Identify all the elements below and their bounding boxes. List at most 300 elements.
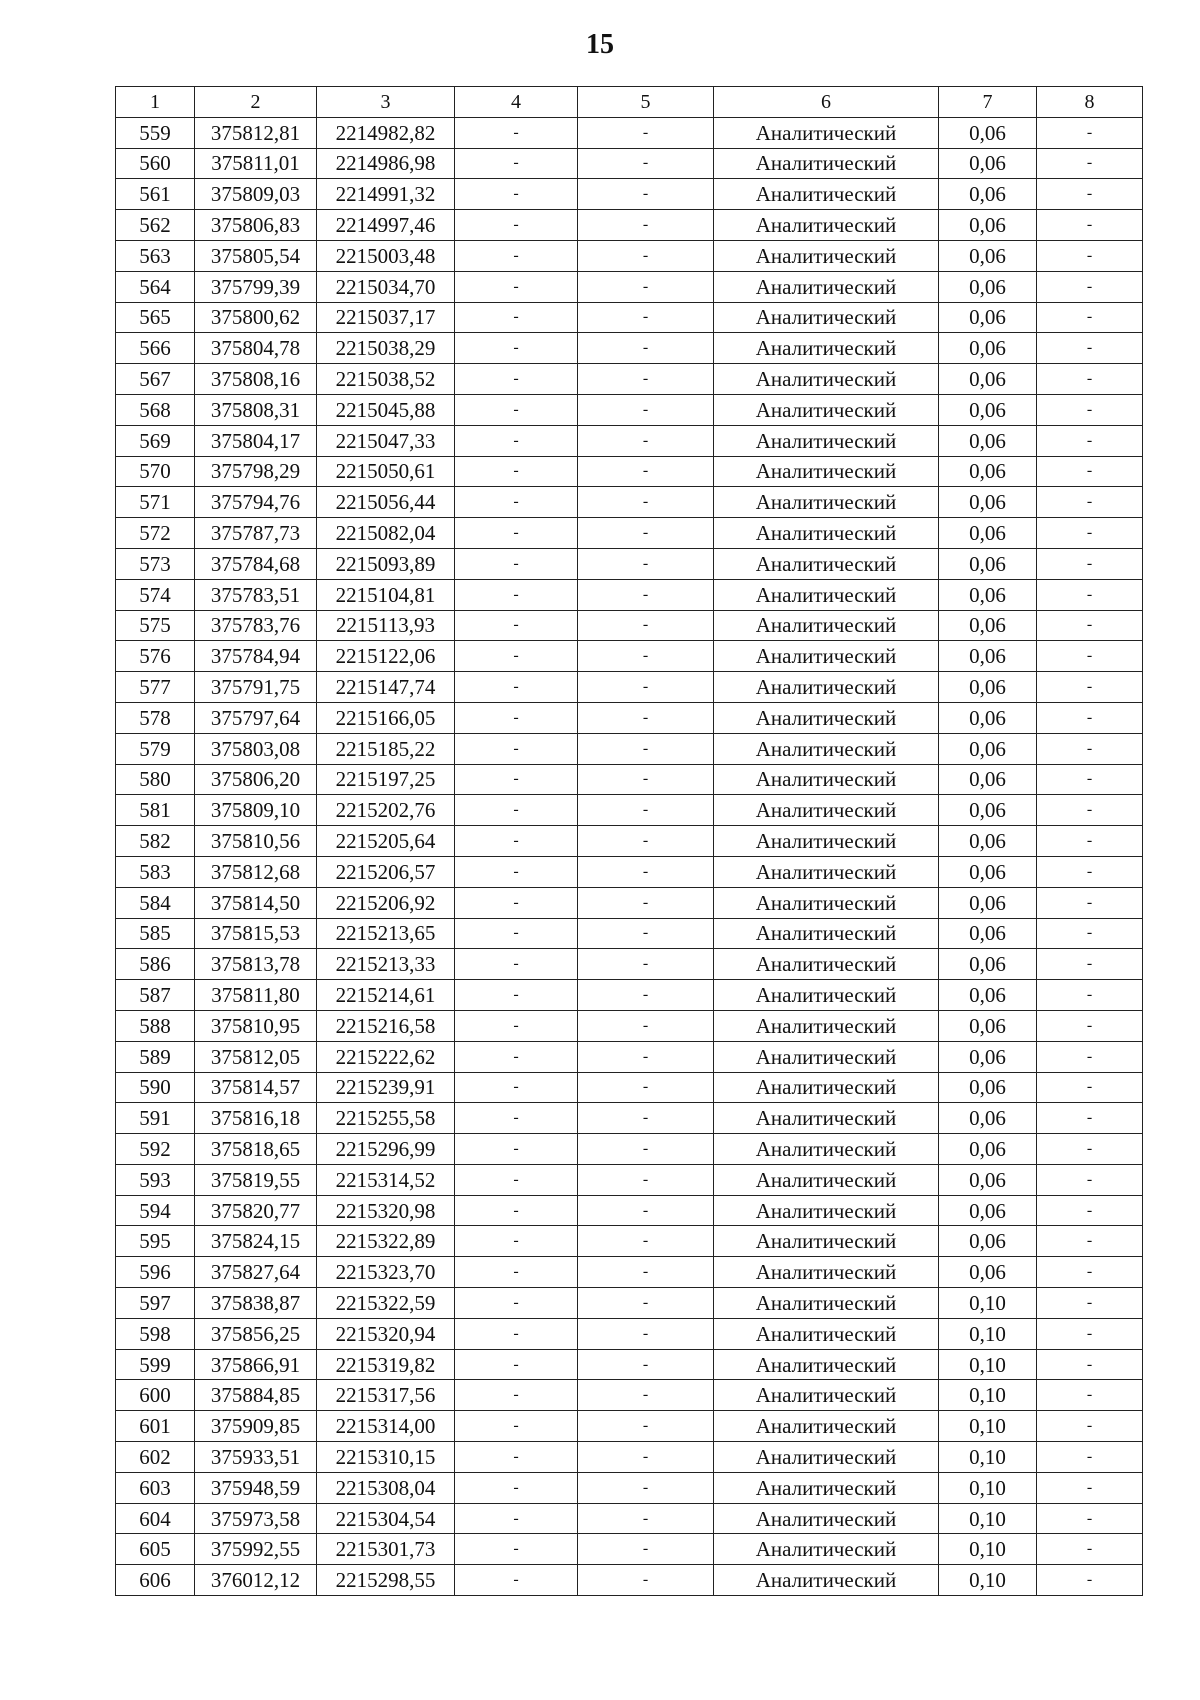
- column-4-cell: -: [455, 117, 578, 148]
- column-8-cell: -: [1037, 1257, 1143, 1288]
- x-coordinate-cell: 375838,87: [195, 1288, 317, 1319]
- accuracy-cell: 0,06: [939, 240, 1037, 271]
- method-cell: Аналитический: [714, 764, 939, 795]
- column-8-cell: -: [1037, 1442, 1143, 1473]
- column-5-cell: -: [578, 487, 714, 518]
- point-number-cell: 566: [116, 333, 195, 364]
- column-4-cell: -: [455, 487, 578, 518]
- table-row: [116, 672, 1143, 703]
- method-cell: Аналитический: [714, 1411, 939, 1442]
- accuracy-cell: 0,10: [939, 1472, 1037, 1503]
- x-coordinate-cell: 375824,15: [195, 1226, 317, 1257]
- x-coordinate-cell: 375866,91: [195, 1349, 317, 1380]
- x-coordinate-cell: 375812,81: [195, 117, 317, 148]
- method-cell: Аналитический: [714, 795, 939, 826]
- point-number-cell: 597: [116, 1288, 195, 1319]
- column-5-cell: -: [578, 271, 714, 302]
- column-4-cell: -: [455, 271, 578, 302]
- point-number-cell: 567: [116, 364, 195, 395]
- table-row: [116, 1072, 1143, 1103]
- column-8-cell: -: [1037, 1411, 1143, 1442]
- y-coordinate-cell: 2215214,61: [317, 980, 455, 1011]
- column-5-cell: -: [578, 394, 714, 425]
- x-coordinate-cell: 375813,78: [195, 949, 317, 980]
- column-8-cell: -: [1037, 610, 1143, 641]
- column-5-cell: -: [578, 795, 714, 826]
- column-5-cell: -: [578, 1288, 714, 1319]
- accuracy-cell: 0,06: [939, 1164, 1037, 1195]
- method-cell: Аналитический: [714, 702, 939, 733]
- x-coordinate-cell: 376012,12: [195, 1565, 317, 1596]
- point-number-cell: 575: [116, 610, 195, 641]
- table-row: [116, 980, 1143, 1011]
- y-coordinate-cell: 2215056,44: [317, 487, 455, 518]
- column-8-cell: -: [1037, 425, 1143, 456]
- table-row: [116, 1472, 1143, 1503]
- column-8-cell: -: [1037, 1072, 1143, 1103]
- table-body: [116, 117, 1143, 1595]
- accuracy-cell: 0,06: [939, 271, 1037, 302]
- y-coordinate-cell: 2215206,57: [317, 856, 455, 887]
- point-number-cell: 564: [116, 271, 195, 302]
- column-8-cell: -: [1037, 1349, 1143, 1380]
- column-8-cell: -: [1037, 394, 1143, 425]
- method-cell: Аналитический: [714, 1257, 939, 1288]
- point-number-cell: 600: [116, 1380, 195, 1411]
- column-8-cell: -: [1037, 887, 1143, 918]
- x-coordinate-cell: 375856,25: [195, 1318, 317, 1349]
- column-header: 6: [714, 87, 939, 118]
- point-number-cell: 574: [116, 579, 195, 610]
- table-row: [116, 1041, 1143, 1072]
- y-coordinate-cell: 2215314,00: [317, 1411, 455, 1442]
- accuracy-cell: 0,06: [939, 702, 1037, 733]
- column-8-cell: -: [1037, 148, 1143, 179]
- point-number-cell: 606: [116, 1565, 195, 1596]
- column-5-cell: -: [578, 117, 714, 148]
- method-cell: Аналитический: [714, 579, 939, 610]
- x-coordinate-cell: 375808,16: [195, 364, 317, 395]
- x-coordinate-cell: 375787,73: [195, 518, 317, 549]
- table-row: [116, 702, 1143, 733]
- method-cell: Аналитический: [714, 1164, 939, 1195]
- column-4-cell: -: [455, 887, 578, 918]
- method-cell: Аналитический: [714, 733, 939, 764]
- table-row: [116, 518, 1143, 549]
- x-coordinate-cell: 375803,08: [195, 733, 317, 764]
- y-coordinate-cell: 2215296,99: [317, 1134, 455, 1165]
- x-coordinate-cell: 375909,85: [195, 1411, 317, 1442]
- column-5-cell: -: [578, 1380, 714, 1411]
- accuracy-cell: 0,06: [939, 826, 1037, 857]
- column-5-cell: -: [578, 1164, 714, 1195]
- accuracy-cell: 0,10: [939, 1288, 1037, 1319]
- column-8-cell: -: [1037, 1318, 1143, 1349]
- column-4-cell: -: [455, 302, 578, 333]
- x-coordinate-cell: 375818,65: [195, 1134, 317, 1165]
- column-8-cell: -: [1037, 1134, 1143, 1165]
- method-cell: Аналитический: [714, 918, 939, 949]
- method-cell: Аналитический: [714, 980, 939, 1011]
- table-row: [116, 179, 1143, 210]
- column-5-cell: -: [578, 1565, 714, 1596]
- y-coordinate-cell: 2215037,17: [317, 302, 455, 333]
- y-coordinate-cell: 2215050,61: [317, 456, 455, 487]
- method-cell: Аналитический: [714, 1226, 939, 1257]
- table-row: [116, 856, 1143, 887]
- point-number-cell: 604: [116, 1503, 195, 1534]
- point-number-cell: 565: [116, 302, 195, 333]
- accuracy-cell: 0,06: [939, 1041, 1037, 1072]
- method-cell: Аналитический: [714, 1288, 939, 1319]
- column-header: 3: [317, 87, 455, 118]
- point-number-cell: 581: [116, 795, 195, 826]
- table-row: [116, 1318, 1143, 1349]
- y-coordinate-cell: 2214991,32: [317, 179, 455, 210]
- accuracy-cell: 0,06: [939, 394, 1037, 425]
- x-coordinate-cell: 375815,53: [195, 918, 317, 949]
- point-number-cell: 561: [116, 179, 195, 210]
- column-4-cell: -: [455, 148, 578, 179]
- column-8-cell: -: [1037, 179, 1143, 210]
- column-4-cell: -: [455, 548, 578, 579]
- point-number-cell: 591: [116, 1103, 195, 1134]
- x-coordinate-cell: 375809,03: [195, 179, 317, 210]
- point-number-cell: 563: [116, 240, 195, 271]
- point-number-cell: 562: [116, 210, 195, 241]
- method-cell: Аналитический: [714, 548, 939, 579]
- column-4-cell: -: [455, 579, 578, 610]
- column-4-cell: -: [455, 394, 578, 425]
- table-row: [116, 548, 1143, 579]
- column-5-cell: -: [578, 1349, 714, 1380]
- column-4-cell: -: [455, 826, 578, 857]
- column-4-cell: -: [455, 1010, 578, 1041]
- column-8-cell: -: [1037, 826, 1143, 857]
- column-4-cell: -: [455, 1349, 578, 1380]
- coordinates-table: [115, 86, 1143, 1596]
- table-row: [116, 364, 1143, 395]
- column-5-cell: -: [578, 179, 714, 210]
- column-8-cell: -: [1037, 548, 1143, 579]
- column-4-cell: -: [455, 641, 578, 672]
- column-8-cell: -: [1037, 240, 1143, 271]
- x-coordinate-cell: 375804,78: [195, 333, 317, 364]
- accuracy-cell: 0,06: [939, 641, 1037, 672]
- column-5-cell: -: [578, 1226, 714, 1257]
- method-cell: Аналитический: [714, 1072, 939, 1103]
- y-coordinate-cell: 2215205,64: [317, 826, 455, 857]
- accuracy-cell: 0,06: [939, 918, 1037, 949]
- y-coordinate-cell: 2215045,88: [317, 394, 455, 425]
- column-8-cell: -: [1037, 1164, 1143, 1195]
- column-8-cell: -: [1037, 918, 1143, 949]
- column-8-cell: -: [1037, 1226, 1143, 1257]
- y-coordinate-cell: 2215213,65: [317, 918, 455, 949]
- x-coordinate-cell: 375820,77: [195, 1195, 317, 1226]
- y-coordinate-cell: 2215322,59: [317, 1288, 455, 1319]
- x-coordinate-cell: 375806,20: [195, 764, 317, 795]
- y-coordinate-cell: 2215038,52: [317, 364, 455, 395]
- accuracy-cell: 0,10: [939, 1349, 1037, 1380]
- method-cell: Аналитический: [714, 1349, 939, 1380]
- table-row: [116, 1257, 1143, 1288]
- column-5-cell: -: [578, 548, 714, 579]
- table-row: [116, 1411, 1143, 1442]
- method-cell: Аналитический: [714, 271, 939, 302]
- x-coordinate-cell: 375798,29: [195, 456, 317, 487]
- column-4-cell: -: [455, 1134, 578, 1165]
- column-5-cell: -: [578, 425, 714, 456]
- accuracy-cell: 0,10: [939, 1318, 1037, 1349]
- point-number-cell: 582: [116, 826, 195, 857]
- point-number-cell: 602: [116, 1442, 195, 1473]
- method-cell: Аналитический: [714, 1195, 939, 1226]
- column-4-cell: -: [455, 1072, 578, 1103]
- method-cell: Аналитический: [714, 949, 939, 980]
- table-row: [116, 610, 1143, 641]
- column-8-cell: -: [1037, 364, 1143, 395]
- y-coordinate-cell: 2215216,58: [317, 1010, 455, 1041]
- column-4-cell: -: [455, 1164, 578, 1195]
- y-coordinate-cell: 2215197,25: [317, 764, 455, 795]
- accuracy-cell: 0,06: [939, 949, 1037, 980]
- point-number-cell: 603: [116, 1472, 195, 1503]
- column-5-cell: -: [578, 702, 714, 733]
- table-row: [116, 1164, 1143, 1195]
- accuracy-cell: 0,06: [939, 333, 1037, 364]
- column-5-cell: -: [578, 1411, 714, 1442]
- x-coordinate-cell: 375819,55: [195, 1164, 317, 1195]
- accuracy-cell: 0,10: [939, 1380, 1037, 1411]
- point-number-cell: 570: [116, 456, 195, 487]
- x-coordinate-cell: 375811,01: [195, 148, 317, 179]
- table-row: [116, 1103, 1143, 1134]
- column-8-cell: -: [1037, 518, 1143, 549]
- method-cell: Аналитический: [714, 179, 939, 210]
- column-8-cell: -: [1037, 271, 1143, 302]
- method-cell: Аналитический: [714, 240, 939, 271]
- column-4-cell: -: [455, 702, 578, 733]
- accuracy-cell: 0,06: [939, 610, 1037, 641]
- method-cell: Аналитический: [714, 333, 939, 364]
- method-cell: Аналитический: [714, 518, 939, 549]
- point-number-cell: 571: [116, 487, 195, 518]
- column-header: 5: [578, 87, 714, 118]
- column-8-cell: -: [1037, 1534, 1143, 1565]
- x-coordinate-cell: 375791,75: [195, 672, 317, 703]
- method-cell: Аналитический: [714, 1380, 939, 1411]
- table-header-row: [116, 87, 1143, 118]
- column-5-cell: -: [578, 240, 714, 271]
- column-5-cell: -: [578, 1134, 714, 1165]
- column-5-cell: -: [578, 826, 714, 857]
- column-5-cell: -: [578, 1472, 714, 1503]
- column-5-cell: -: [578, 980, 714, 1011]
- table-row: [116, 240, 1143, 271]
- column-4-cell: -: [455, 980, 578, 1011]
- accuracy-cell: 0,06: [939, 887, 1037, 918]
- column-8-cell: -: [1037, 795, 1143, 826]
- column-4-cell: -: [455, 764, 578, 795]
- y-coordinate-cell: 2215317,56: [317, 1380, 455, 1411]
- table-row: [116, 117, 1143, 148]
- column-5-cell: -: [578, 1534, 714, 1565]
- point-number-cell: 598: [116, 1318, 195, 1349]
- table-row: [116, 1010, 1143, 1041]
- table-row: [116, 949, 1143, 980]
- point-number-cell: 596: [116, 1257, 195, 1288]
- method-cell: Аналитический: [714, 456, 939, 487]
- column-5-cell: -: [578, 672, 714, 703]
- table-row: [116, 394, 1143, 425]
- table-row: [116, 1442, 1143, 1473]
- x-coordinate-cell: 375810,95: [195, 1010, 317, 1041]
- point-number-cell: 568: [116, 394, 195, 425]
- table-row: [116, 271, 1143, 302]
- table-row: [116, 210, 1143, 241]
- accuracy-cell: 0,06: [939, 456, 1037, 487]
- accuracy-cell: 0,10: [939, 1565, 1037, 1596]
- column-4-cell: -: [455, 856, 578, 887]
- method-cell: Аналитический: [714, 487, 939, 518]
- x-coordinate-cell: 375783,51: [195, 579, 317, 610]
- column-5-cell: -: [578, 1010, 714, 1041]
- y-coordinate-cell: 2214997,46: [317, 210, 455, 241]
- x-coordinate-cell: 375794,76: [195, 487, 317, 518]
- column-5-cell: -: [578, 210, 714, 241]
- column-8-cell: -: [1037, 456, 1143, 487]
- point-number-cell: 601: [116, 1411, 195, 1442]
- accuracy-cell: 0,06: [939, 1195, 1037, 1226]
- accuracy-cell: 0,06: [939, 1010, 1037, 1041]
- point-number-cell: 588: [116, 1010, 195, 1041]
- x-coordinate-cell: 375827,64: [195, 1257, 317, 1288]
- accuracy-cell: 0,06: [939, 764, 1037, 795]
- y-coordinate-cell: 2215147,74: [317, 672, 455, 703]
- column-4-cell: -: [455, 1041, 578, 1072]
- y-coordinate-cell: 2215320,98: [317, 1195, 455, 1226]
- y-coordinate-cell: 2215202,76: [317, 795, 455, 826]
- y-coordinate-cell: 2215003,48: [317, 240, 455, 271]
- point-number-cell: 595: [116, 1226, 195, 1257]
- column-4-cell: -: [455, 1380, 578, 1411]
- column-5-cell: -: [578, 333, 714, 364]
- accuracy-cell: 0,06: [939, 425, 1037, 456]
- x-coordinate-cell: 375812,68: [195, 856, 317, 887]
- column-4-cell: -: [455, 733, 578, 764]
- column-5-cell: -: [578, 1442, 714, 1473]
- y-coordinate-cell: 2215323,70: [317, 1257, 455, 1288]
- x-coordinate-cell: 375797,64: [195, 702, 317, 733]
- y-coordinate-cell: 2215314,52: [317, 1164, 455, 1195]
- accuracy-cell: 0,06: [939, 179, 1037, 210]
- column-8-cell: -: [1037, 1503, 1143, 1534]
- point-number-cell: 605: [116, 1534, 195, 1565]
- point-number-cell: 590: [116, 1072, 195, 1103]
- column-8-cell: -: [1037, 1195, 1143, 1226]
- table-row: [116, 1134, 1143, 1165]
- y-coordinate-cell: 2215310,15: [317, 1442, 455, 1473]
- method-cell: Аналитический: [714, 1534, 939, 1565]
- table-row: [116, 302, 1143, 333]
- y-coordinate-cell: 2215093,89: [317, 548, 455, 579]
- accuracy-cell: 0,06: [939, 210, 1037, 241]
- y-coordinate-cell: 2214986,98: [317, 148, 455, 179]
- column-8-cell: -: [1037, 980, 1143, 1011]
- column-4-cell: -: [455, 1534, 578, 1565]
- column-5-cell: -: [578, 1195, 714, 1226]
- table-row: [116, 456, 1143, 487]
- table-row: [116, 1503, 1143, 1534]
- x-coordinate-cell: 375808,31: [195, 394, 317, 425]
- column-5-cell: -: [578, 456, 714, 487]
- x-coordinate-cell: 375812,05: [195, 1041, 317, 1072]
- table-row: [116, 1349, 1143, 1380]
- point-number-cell: 583: [116, 856, 195, 887]
- point-number-cell: 559: [116, 117, 195, 148]
- column-8-cell: -: [1037, 487, 1143, 518]
- table-row: [116, 887, 1143, 918]
- accuracy-cell: 0,06: [939, 672, 1037, 703]
- method-cell: Аналитический: [714, 148, 939, 179]
- x-coordinate-cell: 375992,55: [195, 1534, 317, 1565]
- column-8-cell: -: [1037, 210, 1143, 241]
- x-coordinate-cell: 375811,80: [195, 980, 317, 1011]
- y-coordinate-cell: 2215185,22: [317, 733, 455, 764]
- x-coordinate-cell: 375806,83: [195, 210, 317, 241]
- method-cell: Аналитический: [714, 1041, 939, 1072]
- column-4-cell: -: [455, 1472, 578, 1503]
- table-row: [116, 1534, 1143, 1565]
- point-number-cell: 572: [116, 518, 195, 549]
- column-5-cell: -: [578, 610, 714, 641]
- accuracy-cell: 0,06: [939, 148, 1037, 179]
- method-cell: Аналитический: [714, 394, 939, 425]
- y-coordinate-cell: 2215047,33: [317, 425, 455, 456]
- y-coordinate-cell: 2215239,91: [317, 1072, 455, 1103]
- accuracy-cell: 0,06: [939, 487, 1037, 518]
- table-row: [116, 764, 1143, 795]
- column-4-cell: -: [455, 1288, 578, 1319]
- x-coordinate-cell: 375816,18: [195, 1103, 317, 1134]
- column-4-cell: -: [455, 1226, 578, 1257]
- point-number-cell: 560: [116, 148, 195, 179]
- method-cell: Аналитический: [714, 1010, 939, 1041]
- x-coordinate-cell: 375814,57: [195, 1072, 317, 1103]
- column-4-cell: -: [455, 179, 578, 210]
- method-cell: Аналитический: [714, 610, 939, 641]
- accuracy-cell: 0,06: [939, 302, 1037, 333]
- column-4-cell: -: [455, 1195, 578, 1226]
- column-5-cell: -: [578, 364, 714, 395]
- column-4-cell: -: [455, 795, 578, 826]
- column-8-cell: -: [1037, 949, 1143, 980]
- y-coordinate-cell: 2215322,89: [317, 1226, 455, 1257]
- table-row: [116, 333, 1143, 364]
- point-number-cell: 599: [116, 1349, 195, 1380]
- method-cell: Аналитический: [714, 210, 939, 241]
- y-coordinate-cell: 2215122,06: [317, 641, 455, 672]
- y-coordinate-cell: 2215113,93: [317, 610, 455, 641]
- x-coordinate-cell: 375814,50: [195, 887, 317, 918]
- y-coordinate-cell: 2215304,54: [317, 1503, 455, 1534]
- x-coordinate-cell: 375948,59: [195, 1472, 317, 1503]
- method-cell: Аналитический: [714, 117, 939, 148]
- column-5-cell: -: [578, 949, 714, 980]
- column-5-cell: -: [578, 733, 714, 764]
- method-cell: Аналитический: [714, 641, 939, 672]
